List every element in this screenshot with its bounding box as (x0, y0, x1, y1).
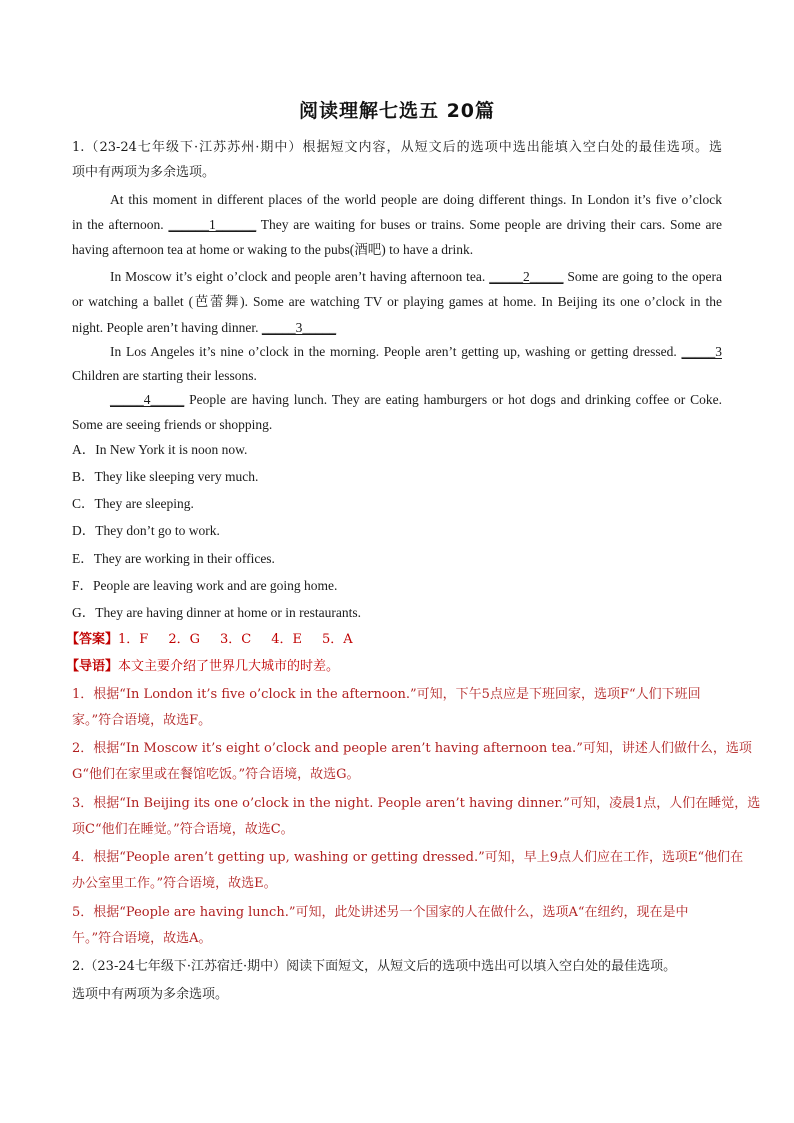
explanation-1-line1: 1．根据“In London it’s five o’clock in the afternoon.”可知，下午5点应是下班回家，选项F“人们下班回 (72, 687, 701, 702)
explanation-5-line1: 5．根据“People are having lunch.”可知，此处讲述另一个国家的人在做什么，选项A“在纽约，现在是中 (72, 905, 689, 920)
explanation-4-line1: 4．根据“People aren’t getting up, washing or getting dressed.”可知，早上9点人们应在工作，选项E“他们在 (72, 850, 744, 865)
q1-option-g: G．They are having dinner at home or in restaurants. (72, 605, 362, 620)
guide-text: 本文主要介绍了世界几大城市的时差。 (118, 659, 340, 674)
answer-5: 5．A (321, 632, 353, 647)
q1-paragraph1-line3: having afternoon tea at home or waking to the pubs(酒吧) to have a drink. (72, 242, 474, 257)
q1-p1-text-a: in the afternoon. (72, 217, 164, 232)
q1-blank-3b: _____3 (681, 344, 722, 359)
explanation-2-line1: 2．根据“In Moscow it’s eight o’clock and people aren’t having afternoon tea.”可知，讲述人们做什么，选项 (72, 741, 752, 756)
q1-blank-4: _____4_____ (110, 392, 185, 407)
explanation-2-line2: G“他们在家里或在餐馆吃饭。”符合语境，故选G。 (72, 767, 360, 782)
q1-blank-2: _____2_____ (489, 269, 564, 284)
q1-blank-3: _____3_____ (261, 320, 337, 335)
explanation-1-line2: 家。”符合语境，故选F。 (72, 713, 212, 728)
q1-p1-text-b: They are waiting for buses or trains. Some people are driving their cars. Some are (260, 217, 722, 232)
q1-p2-text-c: night. People aren’t having dinner. (72, 320, 259, 335)
q1-intro-line2: 项中有两项为多余选项。 (72, 165, 216, 180)
page-title: 阅读理解七选五 20篇 (298, 100, 496, 122)
explanation-3-line1: 3．根据“In Beijing its one o’clock in the night. People aren’t having dinner.”可知，凌晨1点，人们在睡觉，选 (72, 796, 761, 811)
answer-2: 2．G (168, 632, 200, 647)
q1-p4-text-b: People are having lunch. They are eating hamburgers or hot dogs and drinking coffee or Coke. (189, 392, 723, 407)
explanation-4-line2: 办公室里工作。”符合语境，故选E。 (72, 876, 277, 891)
guide-tag: 【导语】 (66, 659, 119, 674)
answer-4: 4．E (271, 632, 302, 647)
q1-paragraph2-line2: or watching a ballet (芭蕾舞). Some are watching TV or playing games at home. In Beijing its one o’clock in the (72, 294, 722, 309)
explanation-5-line2: 午。”符合语境，故选A。 (72, 931, 212, 946)
q1-guide-line (66, 658, 716, 676)
q1-paragraph4-line1 (110, 391, 722, 409)
q1-option-d: D．They don’t go to work. (72, 523, 220, 538)
q1-p2-text-b: Some are going to the opera (567, 269, 723, 284)
q1-blank-1: ______1______ (168, 217, 257, 232)
q1-option-b: B．They like sleeping very much. (72, 469, 259, 484)
answer-1: 1．F (118, 632, 149, 647)
q2-intro-line2: 选项中有两项为多余选项。 (72, 987, 229, 1002)
q1-paragraph3-line2: Children are starting their lessons. (72, 368, 257, 383)
q1-paragraph2-line3 (72, 319, 722, 337)
q1-paragraph1-line1: At this moment in different places of the world people are doing different things. In London it’s five o’clock (110, 192, 722, 207)
q1-p2-text-a: In Moscow it’s eight o’clock and people aren’t having afternoon tea. (110, 269, 486, 284)
q2-intro-line1: 2.（23-24七年级下·江苏宿迁·期中）阅读下面短文，从短文后的选项中选出可以填入空白处的最佳选项。 (72, 959, 677, 974)
answer-3: 3．C (219, 632, 252, 647)
explanation-3-line2: 项C“他们在睡觉。”符合语境，故选C。 (72, 822, 294, 837)
q1-option-e: E．They are working in their offices. (72, 551, 275, 566)
q1-option-a: A．In New York it is noon now. (72, 442, 248, 457)
q1-paragraph2-line1 (110, 268, 722, 286)
q1-paragraph3-line1 (110, 343, 722, 361)
q1-p3-text-a: In Los Angeles it’s nine o’clock in the morning. People aren’t getting up, washing or getting dressed. (110, 344, 677, 359)
q1-option-c: C．They are sleeping. (72, 496, 194, 511)
q1-answer-line (66, 631, 716, 649)
q1-option-f: F．People are leaving work and are going home. (72, 578, 338, 593)
q1-intro-line1: 1.（23-24七年级下·江苏苏州·期中）根据短文内容，从短文后的选项中选出能填入空白处的最佳选项。选 (72, 140, 722, 155)
q1-paragraph4-line2: Some are seeing friends or shopping. (72, 417, 273, 432)
q1-paragraph1-line2 (72, 216, 722, 234)
answer-tag: 【答案】 (66, 632, 119, 647)
